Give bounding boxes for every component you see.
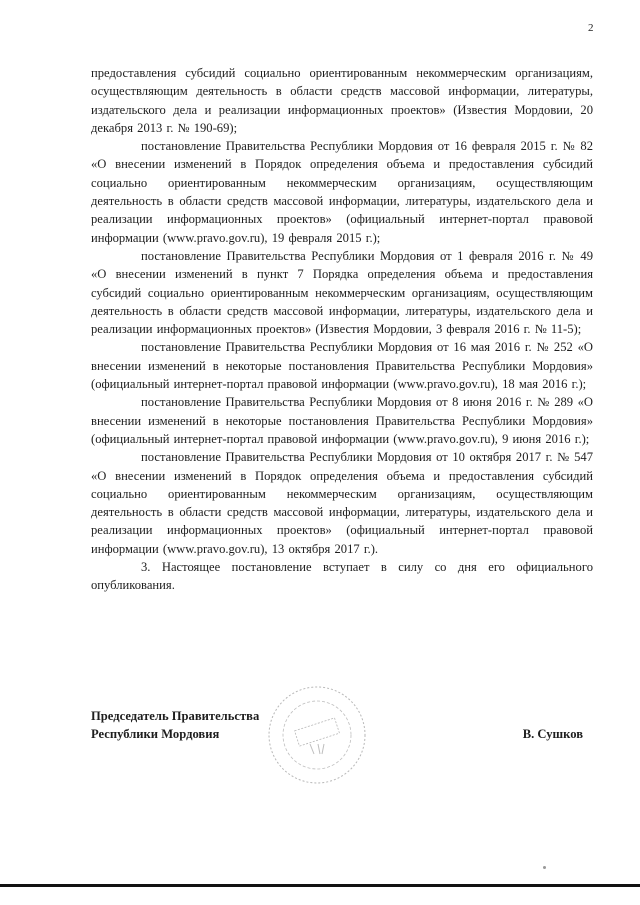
paragraph-resolution-feb-2016: постановление Правительства Республики Мордовия от 1 февраля 2016 г. № 49 «О внесении изменений в пункт 7 Порядка определения объема и предоставления субсидий социально ориентированным некоммерческим организациям, осуществляющим деятельность в области средств массовой информации, литературы, издательского дела и реализации информационных проектов» (Известия Мордовии, 3 февраля 2016 г. № 11-5); xyxy=(91,248,593,337)
paragraph-continuation: предоставления субсидий социально ориентированным некоммерческим организациям, осуществляющим деятельность в области средств массовой информации, литературы, издательского дела и реализации информационных проектов» (Известия Мордовии, 20 декабря 2013 г. № 190-69); xyxy=(91,66,593,135)
page-bottom-rule xyxy=(0,884,640,887)
paragraph-resolution-may-2016: постановление Правительства Республики Мордовия от 16 мая 2016 г. № 252 «О внесении изменений в некоторые постановления Правительства Республики Мордовия» (официальный интернет-портал правовой информации (www.pravo.gov.ru), 18 мая 2016 г.); xyxy=(91,340,593,392)
paragraph-resolution-2015: постановление Правительства Республики Мордовия от 16 февраля 2015 г. № 82 «О внесении изменений в Порядок определения объема и предоставления субсидий социально ориентированным некоммерческим организациям, осуществляющим деятельность в области средств массовой информации, литературы, издательского дела и реализации информационных проектов» (официальный интернет-портал правовой информации (www.pravo.gov.ru), 19 февраля 2015 г.); xyxy=(91,139,593,245)
document-body xyxy=(91,64,593,595)
signer-position-line2: Республики Мордовия xyxy=(91,727,220,742)
scan-speck xyxy=(543,866,546,869)
signer-position-line1: Председатель Правительства xyxy=(91,709,260,723)
page-number: 2 xyxy=(588,22,594,34)
paragraph-effective-clause: 3. Настоящее постановление вступает в силу со дня его официального опубликования. xyxy=(91,560,593,593)
paragraph-resolution-jun-2016: постановление Правительства Республики Мордовия от 8 июня 2016 г. № 289 «О внесении изменений в некоторые постановления Правительства Республики Мордовия» (официальный интернет-портал правовой информации (www.pravo.gov.ru), 9 июня 2016 г.); xyxy=(91,395,593,446)
signature-block xyxy=(91,707,593,744)
signer-name: В. Сушков xyxy=(522,727,583,742)
paragraph-resolution-2017: постановление Правительства Республики Мордовия от 10 октября 2017 г. № 547 «О внесении изменений в Порядок определения объема и предоставления субсидий социально ориентированным некоммерческим организациям, осуществляющим деятельность в области средств массовой информации, литературы, издательского дела и реализации информационных проектов» (официальный интернет-портал правовой информации (www.pravo.gov.ru), 13 октября 2017 г.). xyxy=(91,450,593,556)
